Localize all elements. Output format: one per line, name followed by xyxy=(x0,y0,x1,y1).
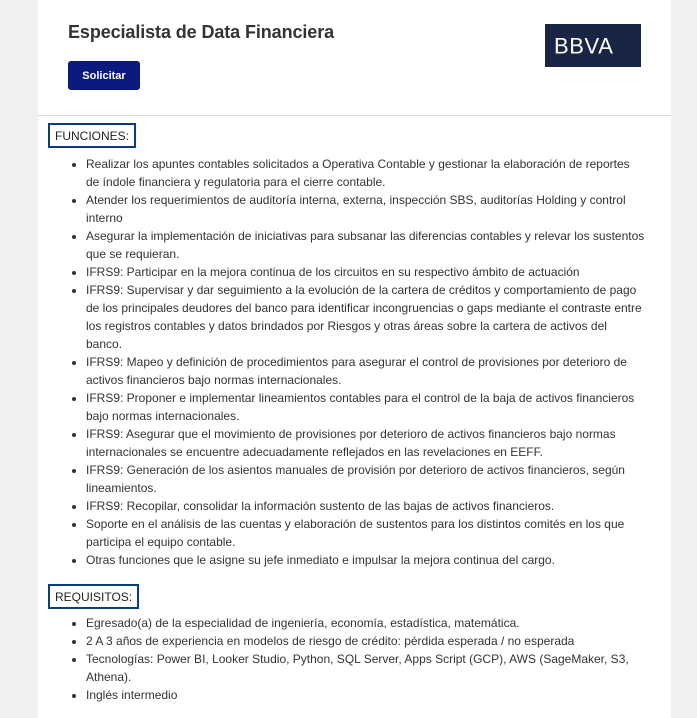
job-title: Especialista de Data Financiera xyxy=(68,22,335,42)
funciones-label: FUNCIONES: xyxy=(48,123,136,148)
list-item: • Realizar los apuntes contables solicitados a Operativa Contable y gestionar la elaboración de reportes de índole financiera y regulatoria para el cierre contable. xyxy=(86,155,646,191)
list-item: • Atender los requerimientos de auditoría interna, externa, inspección SBS, auditorías Holding y control interno xyxy=(86,191,646,227)
list-item: • IFRS9: Supervisar y dar seguimiento a la evolución de la cartera de créditos y comportamiento de pago de los principales deudores del banco para identificar incongruencias o gaps mediante el contraste entre los registros contables y datos brindados por Riesgos y otras áreas sobre la cartera de activos del banco. xyxy=(86,281,646,353)
job-header xyxy=(38,0,671,116)
list-item: • 2 A 3 años de experiencia en modelos de riesgo de crédito: pérdida esperada / no esperada xyxy=(86,632,646,650)
list-item: • Tecnologías: Power BI, Looker Studio, Python, SQL Server, Apps Script (GCP), AWS (SageMaker, S3, Athena). xyxy=(86,650,646,686)
list-item: • Asegurar la implementación de iniciativas para subsanar las diferencias contables y relevar los sustentos que se requieran. xyxy=(86,227,646,263)
list-item: • Inglés intermedio xyxy=(86,686,646,704)
list-item: • Egresado(a) de la especialidad de ingeniería, economía, estadística, matemática. xyxy=(86,614,646,632)
list-item: • IFRS9: Asegurar que el movimiento de provisiones por deterioro de activos financieros bajo normas internacionales se encuentre adecuadamente reflejados en las revelaciones en EEFF. xyxy=(86,425,646,461)
list-item: • IFRS9: Recopilar, consolidar la información sustento de las bajas de activos financieros. xyxy=(86,497,646,515)
list-item: • Soporte en el análisis de las cuentas y elaboración de sustentos para los distintos comités en los que participa el equipo contable. xyxy=(86,515,646,551)
apply-button[interactable]: Solicitar xyxy=(68,61,140,90)
list-item: • IFRS9: Proponer e implementar lineamientos contables para el control de la baja de activos financieros bajo normas internacionales. xyxy=(86,389,646,425)
company-logo xyxy=(545,24,641,67)
list-item: • IFRS9: Generación de los asientos manuales de provisión por deterioro de activos financieros, según lineamientos. xyxy=(86,461,646,497)
list-item: • Otras funciones que le asigne su jefe inmediato e impulsar la mejora continua del cargo. xyxy=(86,551,646,569)
requisitos-list xyxy=(68,614,646,704)
job-posting-panel xyxy=(38,0,671,718)
bbva-logo-icon xyxy=(554,35,632,57)
list-item: • IFRS9: Mapeo y definición de procedimientos para asegurar el control de provisiones por deterioro de activos financieros bajo normas internacionales. xyxy=(86,353,646,389)
list-item: • IFRS9: Participar en la mejora continua de los circuitos en su respectivo ámbito de actuación xyxy=(86,263,646,281)
requisitos-label: REQUISITOS: xyxy=(48,584,139,609)
funciones-list xyxy=(68,155,646,569)
logo-text: BBVA xyxy=(554,34,614,57)
